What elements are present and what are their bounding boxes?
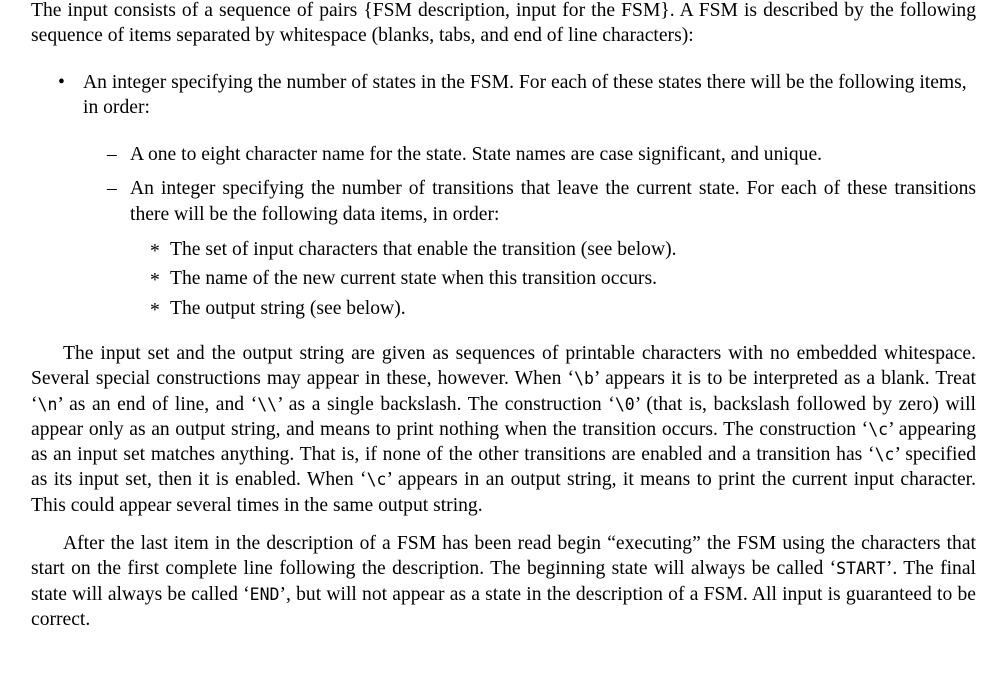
document-page bbox=[31, 0, 976, 632]
code-backslash-n: \n bbox=[37, 394, 58, 414]
dash-marker: – bbox=[107, 144, 117, 166]
text-run: After the last item in the description of a FSM has been read begin “executing” the FSM using the characters that start on the first complete line following the description. The beginning state will always be called ‘ bbox=[31, 533, 976, 580]
star-marker: * bbox=[150, 299, 160, 321]
star-marker: * bbox=[150, 241, 160, 263]
code-backslash-b: \b bbox=[574, 369, 594, 389]
list-item-input-set-text: The set of input characters that enable the transition (see below). bbox=[170, 239, 677, 261]
text-run: ’ as a single backslash. The construction ‘ bbox=[277, 393, 615, 415]
dash-marker: – bbox=[107, 178, 117, 200]
transition-item-list bbox=[130, 237, 976, 321]
list-item-transitions-text: An integer specifying the number of transitions that leave the current state. For each of these transitions there will be the following data items, in order: bbox=[130, 178, 976, 225]
execution-paragraph bbox=[31, 531, 976, 632]
list-item-state-name bbox=[83, 142, 976, 167]
list-item-new-state bbox=[130, 266, 976, 291]
text-run: ’ (that is, backslash followed by zero) will appear only as an output string, and means to print nothing when the transition occurs. The construction ‘ bbox=[31, 393, 977, 440]
code-double-backslash: \\ bbox=[257, 394, 278, 414]
text-run: ’, but will not appear as a state in the description of a FSM. All input is guaranteed to be correct. bbox=[31, 583, 976, 630]
star-marker: * bbox=[150, 270, 160, 292]
text-run: ’. The final state will always be called ‘ bbox=[31, 558, 976, 605]
fsm-item-list bbox=[31, 70, 976, 321]
text-run: The input set and the output string are given as sequences of printable characters with no embedded whitespace. Several special constructions may appear in these, however. When ‘ bbox=[31, 342, 976, 390]
list-item-transitions bbox=[83, 176, 976, 320]
list-item-states bbox=[31, 70, 976, 321]
list-item-output bbox=[130, 296, 976, 321]
code-end-state: END bbox=[249, 584, 280, 604]
code-backslash-zero: \0 bbox=[614, 394, 635, 414]
special-constructions-paragraph bbox=[31, 341, 976, 518]
code-backslash-c: \c bbox=[868, 419, 889, 439]
code-backslash-c: \c bbox=[366, 470, 387, 490]
bullet-marker: • bbox=[58, 71, 65, 93]
text-run: ’ as an end of line, and ‘ bbox=[57, 393, 258, 415]
text-run: ’ appearing as an input set matches anything. That is, if none of the other transitions are enabled and a transition has ‘ bbox=[31, 418, 977, 466]
text-run: ’ appears in an output string, it means to print the current input character. This could appear several times in the same output string. bbox=[31, 469, 976, 516]
list-item-states-text: An integer specifying the number of states in the FSM. For each of these states there will be the following items, in order: bbox=[83, 71, 967, 118]
text-run: ’ appears it is to be interpreted as a blank. Treat ‘ bbox=[31, 368, 976, 415]
intro-paragraph: The input consists of a sequence of pairs {FSM description, input for the FSM}. A FSM is described by the following sequence of items separated by whitespace (blanks, tabs, and end of line characters): bbox=[31, 0, 976, 47]
list-item-input-set bbox=[130, 237, 976, 262]
text-run: ’ specified as its input set, then it is enabled. When ‘ bbox=[31, 444, 976, 491]
code-backslash-c: \c bbox=[874, 445, 895, 465]
list-item-new-state-text: The name of the new current state when this transition occurs. bbox=[170, 268, 657, 290]
code-start-state: START bbox=[836, 559, 886, 579]
state-item-list bbox=[83, 142, 976, 321]
list-item-output-text: The output string (see below). bbox=[170, 297, 406, 319]
list-item-state-name-text: A one to eight character name for the state. State names are case significant, and unique. bbox=[130, 144, 823, 166]
